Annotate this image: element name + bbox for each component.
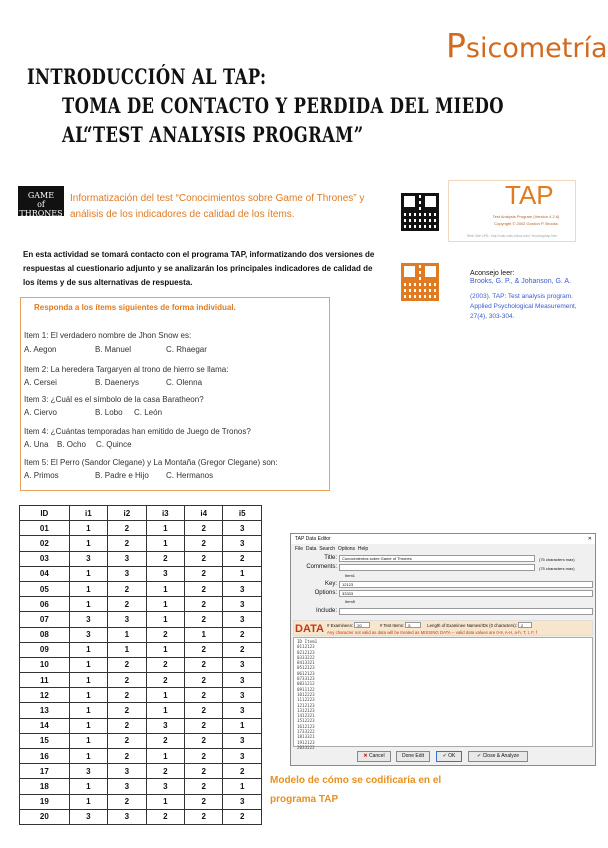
table-cell: 15 xyxy=(20,733,70,748)
table-cell: 18 xyxy=(20,779,70,794)
table-cell: 11 xyxy=(20,673,70,688)
tap-logo: TAP xyxy=(505,180,554,210)
table-cell: 3 xyxy=(146,566,184,581)
table-cell: 1 xyxy=(185,627,223,642)
option-4b: B. Ocho xyxy=(57,440,86,449)
table-row xyxy=(20,536,262,551)
table-cell: 1 xyxy=(69,673,107,688)
data-line: 0512123 xyxy=(297,665,315,671)
table-cell: 3 xyxy=(223,597,262,612)
table-cell: 05 xyxy=(20,581,70,596)
data-line: 1412321 xyxy=(297,713,315,719)
data-line: 1212123 xyxy=(297,702,315,708)
table-cell: 06 xyxy=(20,597,70,612)
table-body xyxy=(20,521,262,825)
table-cell: 12 xyxy=(20,688,70,703)
question-2: Item 2: La heredera Targaryen al trono de hierro se llama: xyxy=(24,365,229,374)
table-row xyxy=(20,673,262,688)
menu-data[interactable]: Data xyxy=(305,546,317,552)
table-cell: 3 xyxy=(223,612,262,627)
examinees-input[interactable]: 20 xyxy=(354,622,370,628)
option-3b: B. Lobo xyxy=(95,408,123,417)
table-cell: 14 xyxy=(20,718,70,733)
cancel-label: Cancel xyxy=(369,753,385,759)
reference-authors: Brooks, G. P., & Johanson, G. A. xyxy=(470,278,572,285)
table-cell: 1 xyxy=(223,566,262,581)
qr-code-icon[interactable] xyxy=(401,193,439,231)
table-cell: 3 xyxy=(223,536,262,551)
table-cell: 1 xyxy=(146,688,184,703)
table-cell: 2 xyxy=(223,627,262,642)
table-cell: 2 xyxy=(146,627,184,642)
option-5b: B. Padre e Hijo xyxy=(95,471,149,480)
table-cell: 1 xyxy=(146,642,184,657)
table-cell: 2 xyxy=(223,764,262,779)
header-id: ID xyxy=(20,506,70,521)
table-cell: 3 xyxy=(223,688,262,703)
menu-file[interactable]: File xyxy=(295,546,304,552)
table-cell: 2 xyxy=(185,642,223,657)
table-cell: 2 xyxy=(108,597,146,612)
option-2b: B. Daenerys xyxy=(95,378,140,387)
data-warning: Any character not valid as data will be treated as MISSING DATA -- valid data values are 0-9, A-H, a-h, T, t, F, f xyxy=(327,630,537,635)
table-cell: 17 xyxy=(20,764,70,779)
table-cell: 2 xyxy=(108,749,146,764)
table-row xyxy=(20,566,262,581)
table-cell: 3 xyxy=(223,703,262,718)
check-icon: ✔ xyxy=(476,753,482,759)
table-header-row xyxy=(20,506,262,521)
data-line: 0911122 xyxy=(297,686,315,692)
table-cell: 1 xyxy=(69,779,107,794)
logo-line-3: THRONES xyxy=(19,209,63,218)
table-cell: 3 xyxy=(223,673,262,688)
table-cell: 3 xyxy=(69,612,107,627)
table-cell: 2 xyxy=(185,764,223,779)
questionnaire-instruction: Responda a los ítems siguientes de forma individual. xyxy=(34,303,236,312)
ok-button[interactable] xyxy=(436,751,462,762)
option-5a: A. Primos xyxy=(24,471,59,480)
data-line: 1012223 xyxy=(297,691,315,697)
data-line: 1733222 xyxy=(297,729,315,735)
data-label: DATA xyxy=(295,623,324,635)
table-cell: 1 xyxy=(69,733,107,748)
option-1c: C. Rhaegar xyxy=(166,345,207,354)
window-title: TAP Data Editor xyxy=(295,536,331,542)
table-cell: 2 xyxy=(185,779,223,794)
comments-note: (75 characters max) xyxy=(539,566,575,571)
logo-line-2: of xyxy=(37,200,45,209)
header-i1: i1 xyxy=(69,506,107,521)
table-row xyxy=(20,733,262,748)
comments-label: Comments: xyxy=(306,564,337,570)
table-cell: 1 xyxy=(146,703,184,718)
activity-description: En esta actividad se tomará contacto con el programa TAP, informatizando dos versiones de respuestas al cuestionario adjunto y se analizarán los principales indicadores de calidad de los ítems y de sus alternativas de respuesta. xyxy=(23,250,375,287)
test-items-label: # Test Items: xyxy=(379,623,405,628)
table-cell: 2 xyxy=(146,657,184,672)
id-length-label: Length of Examinee Names/IDs (0 characters): xyxy=(427,623,517,628)
tap-data-editor-window xyxy=(290,533,596,766)
options-input[interactable]: 33333 xyxy=(339,590,593,597)
table-row xyxy=(20,749,262,764)
header-i4: i4 xyxy=(185,506,223,521)
reference-heading: Aconsejo leer: xyxy=(470,270,515,277)
tap-subtitle-2: Copyright © 2002 Gordon P. Brooks xyxy=(494,221,558,226)
table-cell: 2 xyxy=(185,551,223,566)
table-cell: 2 xyxy=(108,657,146,672)
table-row xyxy=(20,657,262,672)
include-input[interactable] xyxy=(339,608,593,615)
table-cell: 2 xyxy=(185,536,223,551)
table-cell: 3 xyxy=(223,581,262,596)
table-cell: 1 xyxy=(69,749,107,764)
table-cell: 13 xyxy=(20,703,70,718)
tap-subtitle-1: Test Analysis Program (Version 4.2.6) xyxy=(492,214,560,219)
table-cell: 3 xyxy=(69,764,107,779)
table-cell: 2 xyxy=(146,733,184,748)
table-cell: 2 xyxy=(185,749,223,764)
table-row xyxy=(20,764,262,779)
data-line: 1512223 xyxy=(297,718,315,724)
table-cell: 2 xyxy=(108,733,146,748)
reference-body: (2003). TAP: Test analysis program. Applied Psychological Measurement, 27(4), 303-304. xyxy=(470,293,577,320)
qr-code-orange-icon[interactable] xyxy=(401,263,439,301)
test-items-input[interactable]: 5 xyxy=(405,622,421,628)
data-line: 1312123 xyxy=(297,707,315,713)
table-cell: 2 xyxy=(146,673,184,688)
table-cell: 2 xyxy=(185,703,223,718)
header-i3: i3 xyxy=(146,506,184,521)
table-cell: 3 xyxy=(146,718,184,733)
option-1a: A. Aegon xyxy=(24,345,57,354)
data-preview-header: ID Item1 xyxy=(297,639,318,644)
table-cell: 1 xyxy=(146,794,184,809)
logo-line-1: GAME xyxy=(27,191,55,200)
table-cell: 1 xyxy=(69,566,107,581)
cancel-button[interactable] xyxy=(357,751,391,762)
table-cell: 2 xyxy=(185,657,223,672)
table-row xyxy=(20,794,262,809)
table-cell: 2 xyxy=(108,673,146,688)
table-cell: 2 xyxy=(185,612,223,627)
table-cell: 2 xyxy=(185,794,223,809)
table-row xyxy=(20,612,262,627)
table-cell: 1 xyxy=(146,749,184,764)
data-line: 0112123 xyxy=(297,644,315,650)
table-row xyxy=(20,521,262,536)
data-line: 1112223 xyxy=(297,697,315,703)
table-cell: 1 xyxy=(69,581,107,596)
data-line: 1813321 xyxy=(297,734,315,740)
table-cell: 20 xyxy=(20,809,70,824)
table-cell: 2 xyxy=(108,794,146,809)
question-1: Item 1: El verdadero nombre de Jhon Snow es: xyxy=(24,331,192,340)
id-length-input[interactable]: 2 xyxy=(518,622,532,628)
table-cell: 2 xyxy=(146,551,184,566)
data-entry-area[interactable] xyxy=(293,637,593,750)
key-input[interactable]: 12123 xyxy=(339,581,593,588)
data-line: 0413321 xyxy=(297,660,315,666)
main-title-line-2: TOMA DE CONTACTO Y PERDIDA DEL MIEDO xyxy=(62,93,504,118)
table-row xyxy=(20,642,262,657)
data-line: 0733123 xyxy=(297,676,315,682)
menu-search[interactable]: Search xyxy=(319,546,336,552)
table-cell: 1 xyxy=(223,718,262,733)
table-row xyxy=(20,627,262,642)
title-input[interactable]: Conocimientos sobre Game of Thrones xyxy=(339,555,535,562)
table-cell: 2 xyxy=(108,536,146,551)
title-label: Title: xyxy=(324,555,337,561)
option-1b: B. Manuel xyxy=(95,345,132,354)
table-cell: 1 xyxy=(69,657,107,672)
question-4: Item 4: ¿Cuántas temporadas han emitido de Juego de Tronos? xyxy=(24,427,251,436)
option-2c: C. Olenna xyxy=(166,378,203,387)
option-5c: C. Hermanos xyxy=(166,471,214,480)
table-cell: 1 xyxy=(69,718,107,733)
header-i5: i5 xyxy=(223,506,262,521)
data-line: 0333222 xyxy=(297,654,315,660)
table-cell: 2 xyxy=(223,642,262,657)
table-cell: 1 xyxy=(108,642,146,657)
ok-label: OK xyxy=(448,753,456,759)
option-4c: C. Quince xyxy=(96,440,132,449)
option-3c: C. León xyxy=(134,408,163,417)
comments-input[interactable] xyxy=(339,564,535,571)
table-cell: 3 xyxy=(69,627,107,642)
table-cell: 3 xyxy=(108,779,146,794)
brand-initial: P xyxy=(446,26,466,65)
table-row xyxy=(20,718,262,733)
data-line: 1912123 xyxy=(297,739,315,745)
table-cell: 1 xyxy=(69,703,107,718)
table-cell: 19 xyxy=(20,794,70,809)
table-cell: 3 xyxy=(108,764,146,779)
data-line: 0212123 xyxy=(297,649,315,655)
table-cell: 2 xyxy=(185,733,223,748)
option-2a: A. Cersei xyxy=(24,378,57,387)
table-cell: 2 xyxy=(185,566,223,581)
table-cell: 2 xyxy=(185,521,223,536)
table-cell: 1 xyxy=(69,642,107,657)
table-row xyxy=(20,809,262,824)
options-label: Options: xyxy=(314,590,337,596)
table-cell: 2 xyxy=(185,597,223,612)
table-cell: 10 xyxy=(20,657,70,672)
table-cell: 1 xyxy=(146,581,184,596)
table-cell: 04 xyxy=(20,566,70,581)
table-row xyxy=(20,581,262,596)
table-cell: 2 xyxy=(185,581,223,596)
table-row xyxy=(20,688,262,703)
include-label: Include: xyxy=(315,608,337,614)
table-cell: 3 xyxy=(69,551,107,566)
tap-website-link[interactable]: Web Site URL: http://oak.cats.ohiou.edu/~brooksg/tap.htm xyxy=(466,234,558,238)
data-line: 0831212 xyxy=(297,681,315,687)
table-cell: 09 xyxy=(20,642,70,657)
main-title-line-3: AL“TEST ANALYSIS PROGRAM” xyxy=(62,122,364,147)
window-titlebar xyxy=(291,534,595,544)
table-cell: 2 xyxy=(108,521,146,536)
question-5: Item 5: El Perro (Sandor Clegane) y La Montaña (Gregor Clegane) son: xyxy=(24,458,278,467)
table-cell: 03 xyxy=(20,551,70,566)
table-cell: 3 xyxy=(223,521,262,536)
table-cell: 2 xyxy=(223,551,262,566)
table-cell: 16 xyxy=(20,749,70,764)
table-cell: 2 xyxy=(185,673,223,688)
data-line: 1612123 xyxy=(297,723,315,729)
table-cell: 1 xyxy=(69,794,107,809)
table-cell: 1 xyxy=(69,597,107,612)
table-cell: 2 xyxy=(146,764,184,779)
table-cell: 01 xyxy=(20,521,70,536)
close-icon[interactable]: ✕ xyxy=(587,536,592,542)
table-cell: 2 xyxy=(223,809,262,824)
responses-table xyxy=(19,505,262,825)
key-item1-label: Item1 xyxy=(345,573,356,578)
option-3a: A. Ciervo xyxy=(24,408,57,417)
option-4a: A. Una xyxy=(24,440,49,449)
table-cell: 2 xyxy=(185,688,223,703)
table-cell: 3 xyxy=(108,566,146,581)
window-caption: Modelo de cómo se codificaría en el programa TAP xyxy=(270,775,442,805)
table-cell: 3 xyxy=(108,551,146,566)
table-cell: 1 xyxy=(108,627,146,642)
table-cell: 1 xyxy=(69,521,107,536)
table-cell: 1 xyxy=(69,688,107,703)
table-cell: 02 xyxy=(20,536,70,551)
header-i2: i2 xyxy=(108,506,146,521)
brand-title xyxy=(446,26,608,65)
menu-help[interactable]: Help xyxy=(357,546,369,552)
table-cell: 3 xyxy=(69,809,107,824)
table-cell: 2 xyxy=(146,809,184,824)
table-cell: 07 xyxy=(20,612,70,627)
table-cell: 1 xyxy=(146,536,184,551)
table-row xyxy=(20,703,262,718)
check-icon: ✔ xyxy=(442,753,447,759)
main-title-line-1: INTRODUCCIÓN AL TAP: xyxy=(27,64,267,89)
table-cell: 3 xyxy=(108,612,146,627)
cancel-x-icon: ✖ xyxy=(363,753,368,759)
table-cell: 2 xyxy=(185,718,223,733)
close-analyze-button[interactable] xyxy=(468,751,528,762)
table-cell: 3 xyxy=(108,809,146,824)
table-cell: 2 xyxy=(108,718,146,733)
tap-subtitle xyxy=(478,213,574,227)
table-cell: 1 xyxy=(69,536,107,551)
data-line: 0612123 xyxy=(297,670,315,676)
intro-heading: Informatización del test “Conocimientos sobre Game of Thrones” y análisis de los indicadores de calidad de los ítems. xyxy=(70,193,365,220)
table-cell: 08 xyxy=(20,627,70,642)
data-line: 2033222 xyxy=(297,744,315,750)
table-cell: 1 xyxy=(146,521,184,536)
menu-bar xyxy=(295,546,368,552)
table-row xyxy=(20,551,262,566)
done-edit-label: Done Edit xyxy=(402,753,424,759)
key-label: Key: xyxy=(324,581,337,587)
table-row xyxy=(20,597,262,612)
table-cell: 1 xyxy=(146,612,184,627)
close-analyze-label: Close & Analyze xyxy=(482,753,519,759)
question-3: Item 3: ¿Cuál es el símbolo de la casa Baratheon? xyxy=(24,395,204,404)
brand-rest: sicometría xyxy=(465,33,608,64)
game-of-thrones-logo xyxy=(18,186,64,216)
table-cell: 3 xyxy=(223,749,262,764)
table-cell: 3 xyxy=(146,779,184,794)
table-cell: 2 xyxy=(108,688,146,703)
examinees-label: # Examinees: xyxy=(327,623,354,628)
table-cell: 3 xyxy=(223,733,262,748)
table-cell: 3 xyxy=(223,794,262,809)
table-cell: 1 xyxy=(223,779,262,794)
table-cell: 2 xyxy=(185,809,223,824)
title-note: (75 characters max) xyxy=(539,557,575,562)
table-cell: 3 xyxy=(223,657,262,672)
menu-options[interactable]: Options xyxy=(337,546,356,552)
table-cell: 2 xyxy=(108,703,146,718)
table-cell: 2 xyxy=(108,581,146,596)
table-cell: 1 xyxy=(146,597,184,612)
table-row xyxy=(20,779,262,794)
data-counts-line xyxy=(327,622,532,628)
options-item5-label: Item5 xyxy=(345,599,356,604)
done-edit-button[interactable] xyxy=(396,751,430,762)
